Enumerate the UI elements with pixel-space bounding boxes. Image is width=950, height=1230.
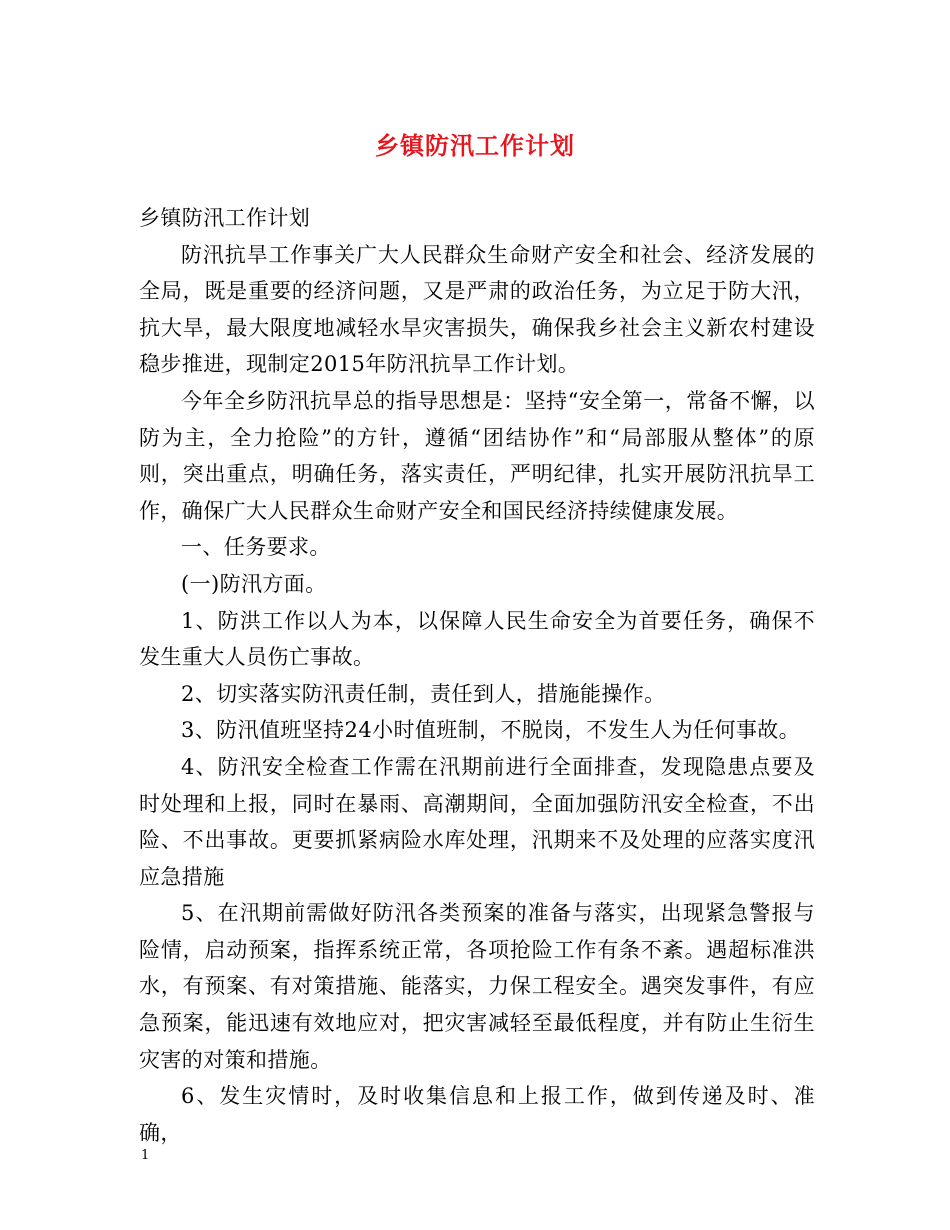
list-item: 6、发生灾情时，及时收集信息和上报工作，做到传递及时、准确， (139, 1084, 815, 1145)
section-heading: 一、任务要求。 (181, 535, 331, 560)
document-title: 乡镇防汛工作计划 (375, 131, 575, 160)
list-item: 3、防汛值班坚持24小时值班制，不脱岗，不发生人为任何事故。 (181, 718, 801, 743)
document-body (139, 200, 815, 1151)
page-number: 1 (141, 1148, 150, 1163)
list-item: 1、防洪工作以人为本，以保障人民生命安全为首要任务，确保不发生重大人员伤亡事故。 (139, 608, 815, 670)
list-item: 5、在汛期前需做好防汛各类预案的准备与落实，出现紧急警报与险情，启动预案，指挥系统正常，各项抢险工作有条不紊。遇超标准洪水，有预案、有对策措施、能落实，力保工程安全。遇突发事件，有应急预案，能迅速有效地应对，把灾害减轻至最低程度，并有防止生衍生灾害的对策和措施。 (139, 901, 815, 1072)
subsection-heading: (一)防汛方面。 (181, 571, 327, 596)
list-item: 2、切实落实防汛责任制，责任到人，措施能操作。 (181, 681, 666, 706)
body-paragraph: 防汛抗旱工作事关广大人民群众生命财产安全和社会、经济发展的全局，既是重要的经济问题，又是严肃的政治任务，为立足于防大汛，抗大旱，最大限度地减轻水旱灾害损失，确保我乡社会主义新农村建设稳步推进，现制定2015年防汛抗旱工作计划。 (139, 242, 815, 377)
body-paragraph-heading: 乡镇防汛工作计划 (139, 206, 311, 230)
list-item: 4、防汛安全检查工作需在汛期前进行全面排查，发现隐患点要及时处理和上报，同时在暴雨、高潮期间，全面加强防汛安全检查，不出险、不出事故。更要抓紧病险水库处理，汛期来不及处理的应落实度汛应急措施 (139, 754, 815, 889)
body-paragraph: 今年全乡防汛抗旱总的指导思想是：坚持“安全第一，常备不懈，以防为主，全力抢险”的方针，遵循“团结协作”和“局部服从整体”的原则，突出重点，明确任务，落实责任，严明纪律，扎实开展防汛抗旱工作，确保广大人民群众生命财产安全和国民经济持续健康发展。 (139, 388, 815, 523)
